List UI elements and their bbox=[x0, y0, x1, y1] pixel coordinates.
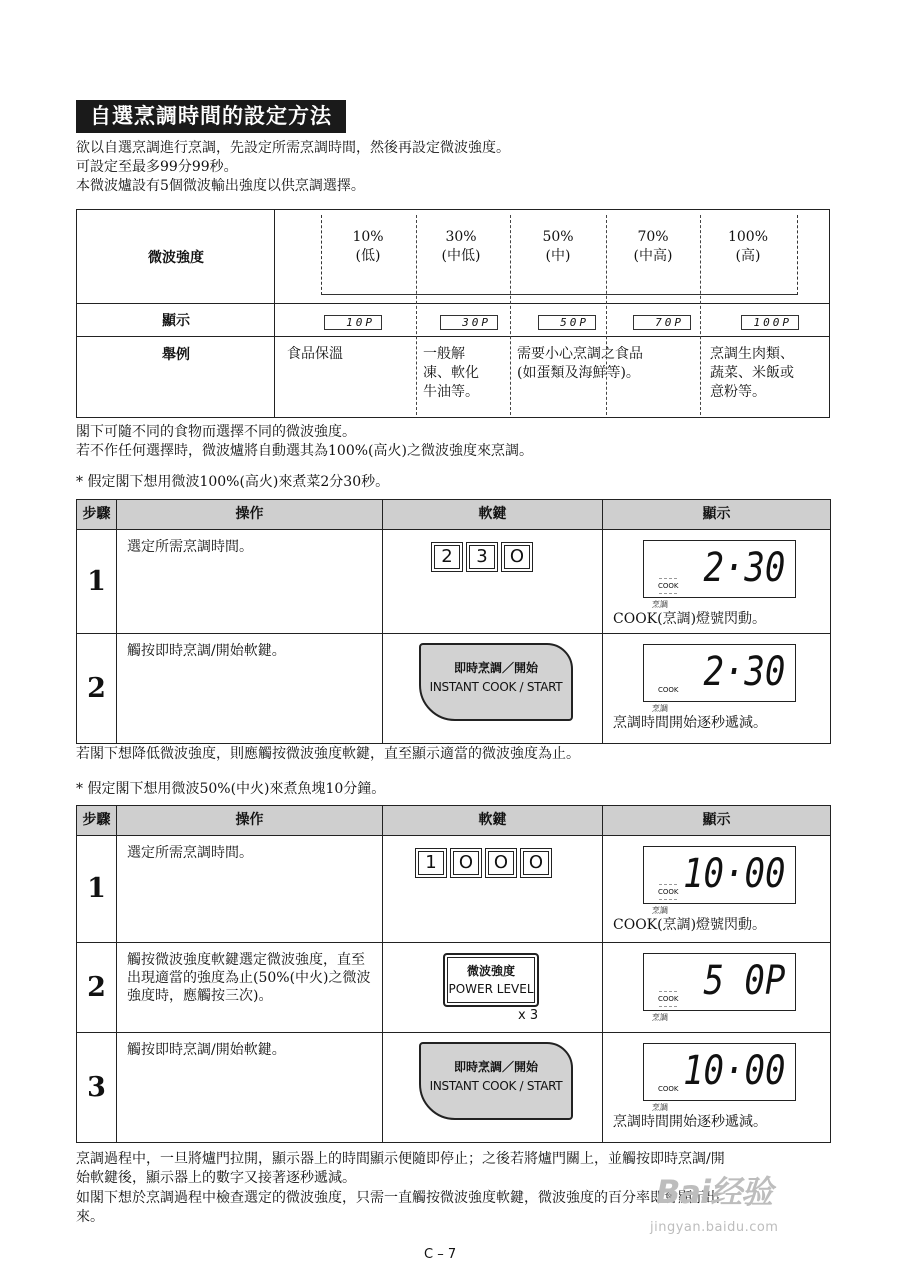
display-caption: COOK(烹調)燈號閃動。 bbox=[613, 611, 767, 627]
cook-label: 烹調 bbox=[652, 704, 668, 713]
baidu-watermark bbox=[628, 1160, 808, 1250]
example2-title: * 假定閣下想用微波50%(中火)來煮魚塊10分鐘。 bbox=[76, 781, 386, 797]
press-count: x 3 bbox=[518, 1008, 539, 1023]
column-separator bbox=[606, 215, 607, 415]
section-title: 自選烹調時間的設定方法 bbox=[76, 100, 346, 133]
cook-label: 烹調 bbox=[652, 600, 668, 609]
step-operation: 選定所需烹調時間。 bbox=[117, 836, 383, 943]
step-number: 3 bbox=[77, 1033, 117, 1143]
step-number: 2 bbox=[77, 943, 117, 1033]
divider bbox=[77, 303, 829, 304]
row-label-power: 微波強度 bbox=[148, 250, 204, 266]
power-level-70: 70% (中高) bbox=[633, 229, 673, 264]
cook-indicator: COOK bbox=[658, 686, 679, 695]
lcd-50p: 50P bbox=[538, 315, 596, 330]
footer-note: 始軟鍵後，顯示器上的數字又接著逐秒遞減。 bbox=[76, 1170, 356, 1186]
button-label-en: INSTANT COOK / START bbox=[429, 1079, 563, 1093]
example2-step-table bbox=[76, 805, 831, 1143]
softkey-cell bbox=[383, 530, 603, 634]
intro-line: 可設定至最多99分99秒。 bbox=[76, 159, 238, 175]
step-row bbox=[77, 530, 831, 634]
watermark-brand: Bai经验 bbox=[656, 1173, 772, 1211]
step-row bbox=[77, 1033, 831, 1143]
step-number: 2 bbox=[77, 634, 117, 744]
header-operation: 操作 bbox=[117, 500, 383, 530]
cook-indicator: COOK bbox=[658, 582, 679, 591]
key-0[interactable]: O bbox=[520, 848, 552, 878]
example1-step-table bbox=[76, 499, 831, 744]
footer-note: 來。 bbox=[76, 1209, 104, 1225]
instant-cook-start-button[interactable] bbox=[419, 1042, 573, 1120]
header-softkey: 軟鍵 bbox=[383, 806, 603, 836]
divider bbox=[77, 336, 829, 337]
display-cell bbox=[603, 943, 831, 1033]
cook-indicator: COOK bbox=[658, 995, 679, 1004]
step-row bbox=[77, 943, 831, 1033]
intro-text bbox=[76, 140, 836, 197]
intro-line: 欲以自選烹調進行烹調，先設定所需烹調時間，然後再設定微波強度。 bbox=[76, 140, 510, 156]
softkey-cell bbox=[383, 1033, 603, 1143]
softkey-cell bbox=[383, 836, 603, 943]
key-2[interactable]: 2 bbox=[431, 542, 463, 572]
lcd-display bbox=[643, 846, 796, 904]
key-1[interactable]: 1 bbox=[415, 848, 447, 878]
note-line: 若不作任何選擇時，微波爐將自動選其為100%(高火)之微波強度來烹調。 bbox=[76, 443, 533, 459]
lcd-display bbox=[643, 1043, 796, 1101]
footer-note: 烹調過程中，一旦將爐門拉開，顯示器上的時間顯示便隨即停止；之後若將爐門關上，並觸按即時烹調/開 bbox=[76, 1151, 725, 1167]
step-row bbox=[77, 836, 831, 943]
display-caption: 烹調時間開始逐秒遞減。 bbox=[613, 1114, 767, 1130]
column-separator bbox=[510, 215, 511, 415]
step-number: 1 bbox=[77, 836, 117, 943]
power-level-30: 30% (中低) bbox=[441, 229, 481, 264]
button-label-zh: 微波強度 bbox=[466, 964, 515, 978]
key-0[interactable]: O bbox=[501, 542, 533, 572]
display-digits: 2·30 bbox=[703, 545, 785, 591]
lcd-30p: 30P bbox=[440, 315, 498, 330]
display-cell bbox=[603, 530, 831, 634]
example-30: 一般解 凍、軟化 牛油等。 bbox=[423, 346, 479, 400]
display-cell bbox=[603, 836, 831, 943]
row-label-display: 顯示 bbox=[162, 313, 190, 329]
example1-title: * 假定閣下想用微波100%(高火)來煮菜2分30秒。 bbox=[76, 474, 390, 490]
display-cell bbox=[603, 1033, 831, 1143]
button-label-en: INSTANT COOK / START bbox=[429, 680, 563, 694]
key-0[interactable]: O bbox=[485, 848, 517, 878]
header-step: 步驟 bbox=[77, 806, 117, 836]
button-label-en: POWER LEVEL bbox=[448, 982, 534, 996]
display-digits: 5 0P bbox=[703, 958, 785, 1004]
display-digits: 10·00 bbox=[682, 1048, 785, 1094]
header-display: 顯示 bbox=[603, 500, 831, 530]
power-level-table bbox=[76, 209, 830, 418]
step-number: 1 bbox=[77, 530, 117, 634]
display-digits: 2·30 bbox=[703, 649, 785, 695]
lcd-display bbox=[643, 953, 796, 1011]
cook-indicator: COOK bbox=[658, 888, 679, 897]
header-operation: 操作 bbox=[117, 806, 383, 836]
cook-label: 烹調 bbox=[652, 1013, 668, 1022]
example-50: 需要小心烹調之食品 (如蛋類及海鮮等)。 bbox=[517, 346, 643, 381]
display-caption: COOK(烹調)燈號閃動。 bbox=[613, 917, 767, 933]
digit-keys bbox=[415, 848, 552, 878]
display-cell bbox=[603, 634, 831, 744]
power-level-50: 50% (中) bbox=[542, 229, 574, 264]
lcd-100p: 100P bbox=[741, 315, 799, 330]
softkey-cell bbox=[383, 943, 603, 1033]
display-caption: 烹調時間開始逐秒遞減。 bbox=[613, 715, 767, 731]
button-label-zh: 即時烹調／開始 bbox=[453, 1060, 538, 1074]
step-operation: 選定所需烹調時間。 bbox=[117, 530, 383, 634]
footer-note: 如閣下想於烹調過程中檢查選定的微波強度，只需一直觸按微波強度軟鍵，微波強度的百分率即會顯示出 bbox=[76, 1190, 720, 1206]
header-display: 顯示 bbox=[603, 806, 831, 836]
header-softkey: 軟鍵 bbox=[383, 500, 603, 530]
display-digits: 10·00 bbox=[682, 851, 785, 897]
column-separator bbox=[700, 215, 701, 415]
power-level-100: 100% (高) bbox=[727, 229, 769, 264]
cook-label: 烹調 bbox=[652, 1103, 668, 1112]
power-level-button[interactable] bbox=[443, 953, 539, 1007]
softkey-cell bbox=[383, 634, 603, 744]
digit-keys bbox=[431, 542, 533, 572]
note-line: 閣下可隨不同的食物而選擇不同的微波強度。 bbox=[76, 424, 356, 440]
lcd-70p: 70P bbox=[633, 315, 691, 330]
example-10: 食品保溫 bbox=[287, 346, 343, 362]
intro-line: 本微波爐設有5個微波輸出強度以供烹調選擇。 bbox=[76, 178, 365, 194]
step-row bbox=[77, 634, 831, 744]
key-3[interactable]: 3 bbox=[466, 542, 498, 572]
example-100: 烹調生肉類、 蔬菜、米飯或 意粉等。 bbox=[710, 346, 794, 400]
instant-cook-start-button[interactable] bbox=[419, 643, 573, 721]
step-operation: 觸按微波強度軟鍵選定微波強度，直至出現適當的強度為止(50%(中火)之微波強度時，應觸按三次)。 bbox=[117, 943, 383, 1033]
power-level-10: 10% (低) bbox=[352, 229, 384, 264]
row-label-example: 舉例 bbox=[162, 347, 190, 363]
lcd-10p: 10P bbox=[324, 315, 382, 330]
header-step: 步驟 bbox=[77, 500, 117, 530]
step-operation: 觸按即時烹調/開始軟鍵。 bbox=[117, 634, 383, 744]
column-separator bbox=[416, 215, 417, 415]
lcd-display bbox=[643, 644, 796, 702]
cook-label: 烹調 bbox=[652, 906, 668, 915]
cook-indicator: COOK bbox=[658, 1085, 679, 1094]
note-line: 若閣下想降低微波強度，則應觸按微波強度軟鍵，直至顯示適當的微波強度為止。 bbox=[76, 746, 580, 762]
key-0[interactable]: O bbox=[450, 848, 482, 878]
page-number: C – 7 bbox=[424, 1247, 457, 1262]
button-label-zh: 即時烹調／開始 bbox=[453, 661, 538, 675]
watermark-url: jingyan.baidu.com bbox=[650, 1220, 779, 1235]
step-operation: 觸按即時烹調/開始軟鍵。 bbox=[117, 1033, 383, 1143]
lcd-display bbox=[643, 540, 796, 598]
